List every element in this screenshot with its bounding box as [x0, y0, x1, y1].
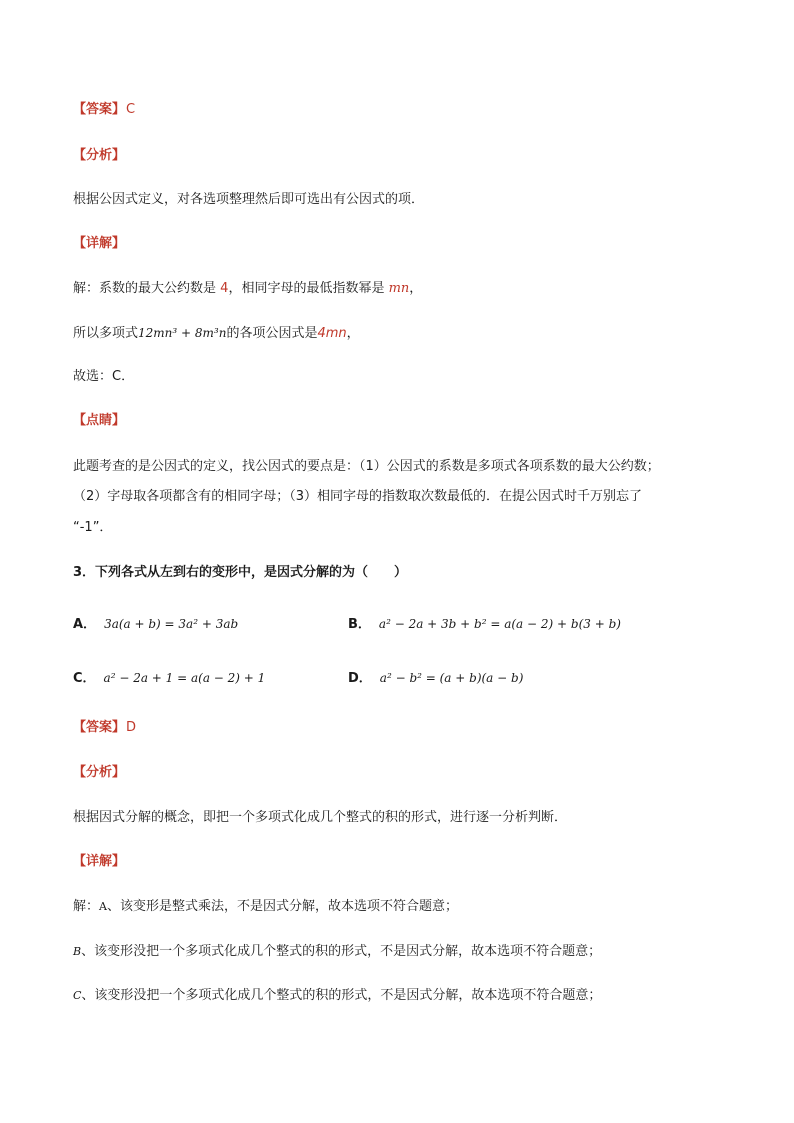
q3-option-c-expr: a² − 2a + 1 = a(a − 2) + 1: [103, 671, 266, 685]
q3-option-b-expr: a² − 2a + 3b + b² = a(a − 2) + b(3 + b): [378, 617, 621, 631]
q3-analysis-heading: 【分析】: [73, 765, 126, 780]
q3-answer-heading: 【答案】: [73, 720, 126, 735]
q2-comment-line2: （2）字母取各项都含有的相同字母；（3）相同字母的指数取次数最低的．在提公因式时千万别忘了: [73, 489, 643, 504]
q3-option-a: [73, 614, 343, 635]
q3-answer-value: D: [126, 720, 137, 735]
q2-detail-line2-result: 4mn: [317, 326, 347, 341]
q3-detail-c: [73, 986, 734, 1006]
q3-analysis-text: 根据因式分解的概念，即把一个多项式化成几个整式的积的形式，进行逐一分析判断．: [73, 810, 568, 825]
q2-answer-row: [73, 100, 734, 120]
q2-detail-line2-end: ，: [346, 326, 360, 341]
q3-detail-a-letter: A: [99, 900, 107, 913]
q2-detail-line3: 故选：C．: [73, 369, 135, 384]
q2-detail-line2-expr: 12mn³ + 8m³n: [138, 326, 227, 340]
q2-comment-line1: 此题考查的是公因式的定义，找公因式的要点是：（1）公因式的系数是多项式各项系数的最大公约数；: [73, 459, 660, 474]
q3-detail-b-text: 、该变形没把一个多项式化成几个整式的积的形式，不是因式分解，故本选项不符合题意；: [81, 944, 602, 959]
q3-detail-heading: 【详解】: [73, 854, 126, 869]
q3-option-d-expr: a² − b² = (a + b)(a − b): [379, 671, 524, 685]
q2-answer-heading: 【答案】: [73, 102, 126, 117]
q3-option-c: [73, 668, 343, 689]
q3-option-d-label: D．: [348, 671, 372, 686]
q2-detail-heading-row: [73, 234, 734, 254]
q3-detail-c-letter: C: [73, 989, 82, 1002]
q2-detail-line1-end: ，: [409, 281, 423, 296]
q2-detail-heading: 【详解】: [73, 236, 126, 251]
q3-question: 3．下列各式从左到右的变形中，是因式分解的为（ ）: [73, 565, 408, 580]
q3-option-c-label: C．: [73, 671, 96, 686]
q3-option-b: [348, 614, 738, 635]
q3-detail-c-text: 、该变形没把一个多项式化成几个整式的积的形式，不是因式分解，故本选项不符合题意；: [81, 988, 602, 1003]
q2-detail-line1-a: 解：系数的最大公约数是: [73, 281, 217, 296]
q3-option-a-expr: 3a(a + b) = 3a² + 3ab: [104, 617, 239, 631]
q2-detail-line1-mn: mn: [388, 281, 410, 296]
q3-option-a-label: A．: [73, 617, 97, 632]
q3-analysis-heading-row: [73, 763, 734, 783]
q3-option-d: [348, 668, 738, 689]
q3-detail-b: [73, 942, 734, 962]
q2-comment-line3: “-1”．: [73, 520, 113, 535]
q2-detail-line1-b: ，相同字母的最低指数幂是: [228, 281, 385, 296]
q3-detail-a: [73, 897, 734, 917]
q2-detail-line2-b: 的各项公因式是: [226, 326, 318, 341]
q2-analysis-heading-row: [73, 146, 734, 166]
q2-detail-line1: [73, 279, 734, 299]
q2-detail-line2-a: 所以多项式: [73, 326, 139, 341]
q3-detail-b-letter: B: [73, 945, 82, 958]
q2-analysis-text: 根据公因式定义，对各选项整理然后即可选出有公因式的项．: [73, 192, 425, 207]
q2-analysis-heading: 【分析】: [73, 148, 126, 163]
q3-detail-heading-row: [73, 852, 734, 872]
q2-answer-value: C: [126, 102, 136, 117]
q3-detail-a-text: 、该变形是整式乘法，不是因式分解，故本选项不符合题意；: [106, 899, 458, 914]
q2-detail-line1-num: 4: [220, 281, 229, 296]
q3-answer-row: [73, 718, 734, 738]
q3-option-b-label: B．: [348, 617, 371, 632]
q2-comment-heading-row: [73, 411, 734, 431]
q2-comment-heading: 【点睛】: [73, 413, 126, 428]
q2-detail-line2: [73, 323, 734, 344]
q3-detail-a-prefix: 解：: [73, 899, 100, 914]
